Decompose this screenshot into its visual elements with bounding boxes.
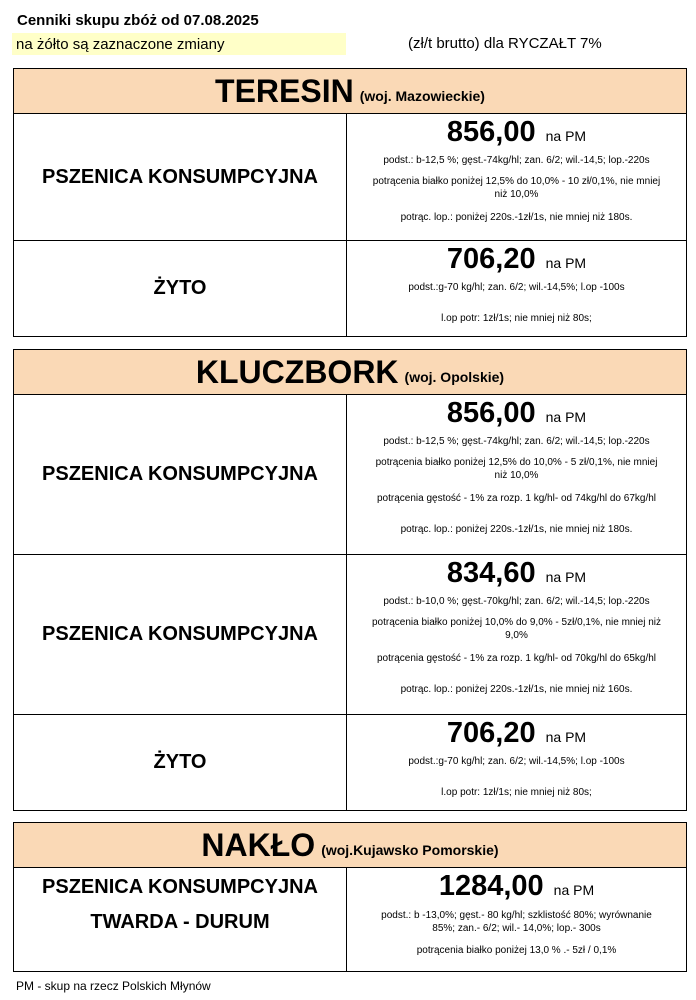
deduction-note: potrącenia białko poniżej 12,5% do 10,0% - 5 zł/0,1%, nie mniej niż 10,0% — [375, 457, 658, 481]
price-value: 706,20 — [446, 243, 536, 275]
price-value: 856,00 — [446, 397, 536, 429]
conditions-note: podst.: b-10,0 %; gęst.-70kg/hl; zan. 6/2; wil.-14,5; lop.-220s — [383, 596, 650, 607]
product-cell — [14, 868, 347, 971]
price-unit: na PM — [545, 569, 587, 585]
price-unit: na PM — [545, 409, 587, 425]
price-value: 706,20 — [446, 717, 536, 749]
region-name: KLUCZBORK — [195, 353, 399, 390]
price-row — [14, 395, 686, 555]
price-unit: na PM — [553, 882, 595, 898]
deduction-note: potrącenia białko poniżej 13,0 % .- 5zł / 0,1% — [416, 945, 617, 956]
conditions-note: podst.: b-12,5 %; gęst.-74kg/hl; zan. 6/2; wil.-14,5; lop.-220s — [383, 436, 650, 447]
price-cell — [347, 241, 686, 336]
product-cell — [14, 241, 347, 336]
region-header — [14, 823, 686, 868]
product-cell — [14, 715, 347, 810]
deduction-note: potrąc. lop.: poniżej 220s.-1zł/1s, nie mniej niż 180s. — [400, 212, 633, 223]
product-cell — [14, 555, 347, 714]
price-row — [14, 114, 686, 241]
header-title: Cenniki skupu zbóż od 07.08.2025 — [17, 12, 259, 29]
price-value: 1284,00 — [438, 870, 544, 902]
density-deduction-note: potrącenia gęstość - 1% za rozp. 1 kg/hl- od 70kg/hl do 65kg/hl — [376, 653, 657, 664]
price-row — [14, 555, 686, 715]
product-name: PSZENICA KONSUMPCYJNA — [42, 623, 318, 645]
changes-highlight-note — [12, 33, 346, 55]
price-cell — [347, 555, 686, 714]
price-value: 856,00 — [446, 116, 536, 148]
conditions-note: podst.: b-12,5 %; gęst.-74kg/hl; zan. 6/2; wil.-14,5; lop.-220s — [383, 155, 650, 166]
product-name: PSZENICA KONSUMPCYJNA — [42, 876, 318, 898]
conditions-note: podst.:g-70 kg/hl; zan. 6/2; wil.-14,5%; l.op -100s — [408, 756, 625, 767]
deduction-note: l.op potr: 1zł/1s; nie mniej niż 80s; — [441, 313, 592, 324]
product-cell — [14, 114, 347, 240]
region-voivodeship: (woj. Opolskie) — [404, 369, 505, 385]
price-unit: na PM — [545, 255, 587, 271]
price-unit: na PM — [545, 128, 587, 144]
conditions-note: podst.: b -13,0%; gęst.- 80 kg/hl; szklistość 80%; wyrównanie 85%; zan.- 6/2; wil.- 14,0%; lop.- 300s — [381, 910, 652, 934]
footer-note: PM - skup na rzecz Polskich Młynów — [16, 979, 211, 993]
region-voivodeship: (woj. Mazowieckie) — [359, 88, 485, 104]
price-cell — [347, 114, 686, 240]
price-cell — [347, 868, 686, 971]
price-cell — [347, 395, 686, 554]
region-name: TERESIN — [215, 72, 354, 109]
region-header — [14, 69, 686, 114]
density-deduction-note: potrącenia gęstość - 1% za rozp. 1 kg/hl- od 74kg/hl do 67kg/hl — [376, 493, 657, 504]
region-teresin — [13, 68, 687, 337]
product-subname: TWARDA - DURUM — [90, 911, 270, 933]
region-header — [14, 350, 686, 395]
deduction-note: potrącenia białko poniżej 10,0% do 9,0% - 5zł/0,1%, nie mniej niż 9,0% — [371, 617, 662, 641]
region-kluczbork — [13, 349, 687, 811]
price-row — [14, 715, 686, 810]
price-value: 834,60 — [446, 557, 536, 589]
product-name: PSZENICA KONSUMPCYJNA — [42, 463, 318, 485]
deduction-note: potrącenia białko poniżej 12,5% do 10,0% - 10 zł/0,1%, nie mniej niż 10,0% — [372, 176, 661, 200]
deduction-note: potrąc. lop.: poniżej 220s.-1zł/1s, nie mniej niż 160s. — [400, 684, 633, 695]
region-naklo — [13, 822, 687, 972]
price-row — [14, 868, 686, 971]
region-voivodeship: (woj.Kujawsko Pomorskie) — [321, 842, 499, 858]
price-cell — [347, 715, 686, 810]
region-name: NAKŁO — [201, 826, 316, 863]
price-basis-note: (zł/t brutto) dla RYCZAŁT 7% — [408, 35, 602, 52]
price-row — [14, 241, 686, 336]
product-name: ŻYTO — [153, 751, 207, 773]
deduction-note: potrąc. lop.: poniżej 220s.-1zł/1s, nie mniej niż 180s. — [400, 524, 633, 535]
price-unit: na PM — [545, 729, 587, 745]
product-name: ŻYTO — [153, 277, 207, 299]
conditions-note: podst.:g-70 kg/hl; zan. 6/2; wil.-14,5%; l.op -100s — [408, 282, 625, 293]
product-name: PSZENICA KONSUMPCYJNA — [42, 165, 318, 188]
product-cell — [14, 395, 347, 554]
changes-note-text: na żółto są zaznaczone zmiany — [16, 36, 225, 53]
deduction-note: l.op potr: 1zł/1s; nie mniej niż 80s; — [441, 787, 592, 798]
